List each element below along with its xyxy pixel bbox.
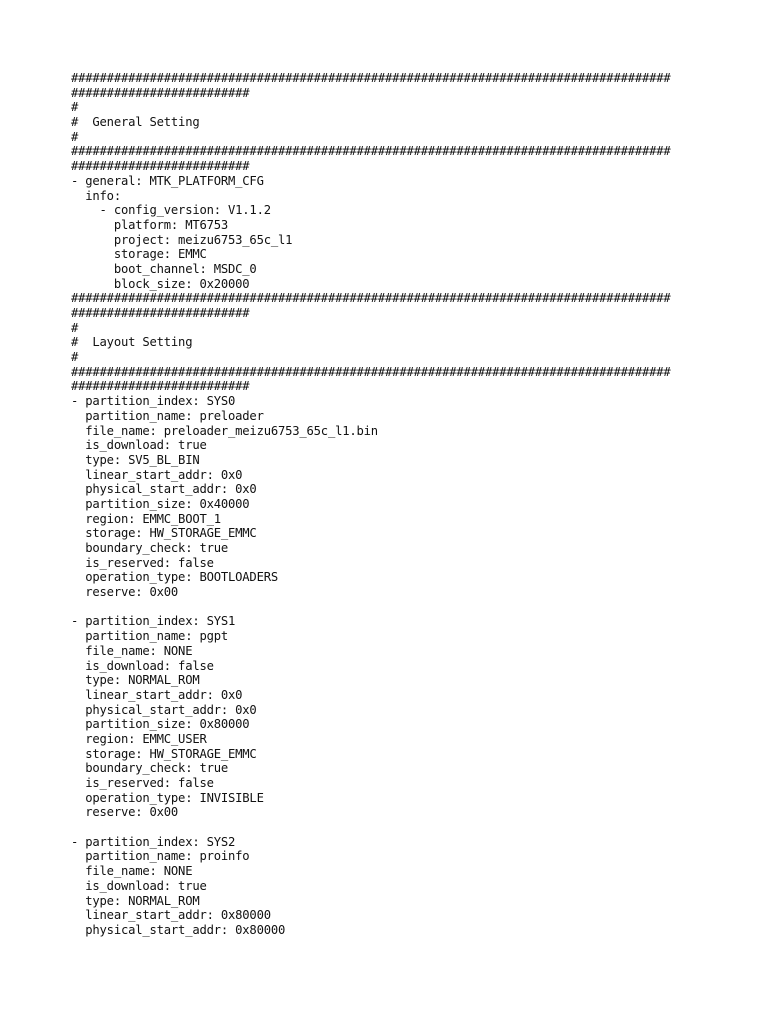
document-line: file_name: preloader_meizu6753_65c_l1.bin	[71, 423, 378, 438]
document-line: operation_type: INVISIBLE	[71, 790, 264, 805]
document-line: reserve: 0x00	[71, 585, 179, 600]
document-line: boundary_check: true	[71, 761, 229, 776]
document-line: file_name: NONE	[71, 864, 193, 879]
document-line: #	[71, 100, 79, 115]
document-line: is_download: true	[71, 878, 207, 893]
document-line: block_size: 0x20000	[71, 276, 250, 291]
document-line: ####################################################################################	[71, 144, 671, 159]
document-line: is_reserved: false	[71, 555, 214, 570]
document-line: is_reserved: false	[71, 776, 214, 790]
document-line: ####################################################################################	[71, 291, 671, 306]
document-line: storage: EMMC	[71, 247, 207, 262]
document-line: #########################	[71, 159, 250, 174]
document-line: storage: HW_STORAGE_EMMC	[71, 746, 257, 761]
document-line: - config_version: V1.1.2	[71, 203, 271, 218]
document-line: type: SV5_BL_BIN	[71, 452, 200, 467]
document-line: is_download: false	[71, 658, 214, 673]
document-line: #	[71, 350, 79, 365]
document-line: info:	[71, 188, 121, 203]
document-line: partition_size: 0x80000	[71, 717, 250, 732]
document-line: file_name: NONE	[71, 643, 193, 658]
document-line: is_download: true	[71, 438, 207, 453]
document-line: boot_channel: MSDC_0	[71, 261, 257, 276]
document-line: - general: MTK_PLATFORM_CFG	[71, 173, 264, 188]
scatter-file-text	[71, 71, 671, 938]
document-line: platform: MT6753	[71, 217, 229, 232]
document-line: project: meizu6753_65c_l1	[71, 232, 293, 247]
document-line: #########################	[71, 306, 250, 320]
document-line: reserve: 0x00	[71, 805, 179, 820]
document-line: storage: HW_STORAGE_EMMC	[71, 526, 257, 541]
document-line: region: EMMC_BOOT_1	[71, 511, 221, 526]
document-line: - partition_index: SYS1	[71, 614, 236, 629]
document-line: linear_start_addr: 0x0	[71, 687, 243, 702]
document-line: #########################	[71, 379, 250, 394]
document-line: type: NORMAL_ROM	[71, 673, 200, 688]
document-line: region: EMMC_USER	[71, 731, 207, 746]
document-line: #	[71, 320, 79, 335]
document-line: physical_start_addr: 0x80000	[71, 922, 286, 937]
document-line: # General Setting	[71, 115, 200, 130]
document-line: boundary_check: true	[71, 541, 229, 555]
document-line: type: NORMAL_ROM	[71, 893, 200, 908]
document-line: partition_name: preloader	[71, 408, 264, 423]
document-line: ####################################################################################	[71, 364, 671, 379]
document-line: #########################	[71, 85, 250, 100]
document-line: physical_start_addr: 0x0	[71, 482, 257, 497]
document-line	[71, 820, 671, 835]
document-line: partition_size: 0x40000	[71, 496, 250, 511]
document-line: linear_start_addr: 0x0	[71, 467, 243, 482]
document-line: partition_name: pgpt	[71, 629, 229, 644]
document-line: - partition_index: SYS0	[71, 394, 236, 409]
document-line	[71, 600, 671, 615]
document-line: physical_start_addr: 0x0	[71, 702, 257, 717]
document-line: operation_type: BOOTLOADERS	[71, 570, 278, 585]
document-line: linear_start_addr: 0x80000	[71, 908, 271, 923]
document-line: # Layout Setting	[71, 335, 193, 350]
document-line: - partition_index: SYS2	[71, 834, 236, 849]
document-line: #	[71, 129, 79, 144]
document-line: partition_name: proinfo	[71, 849, 250, 864]
document-line: ####################################################################################	[71, 71, 671, 85]
